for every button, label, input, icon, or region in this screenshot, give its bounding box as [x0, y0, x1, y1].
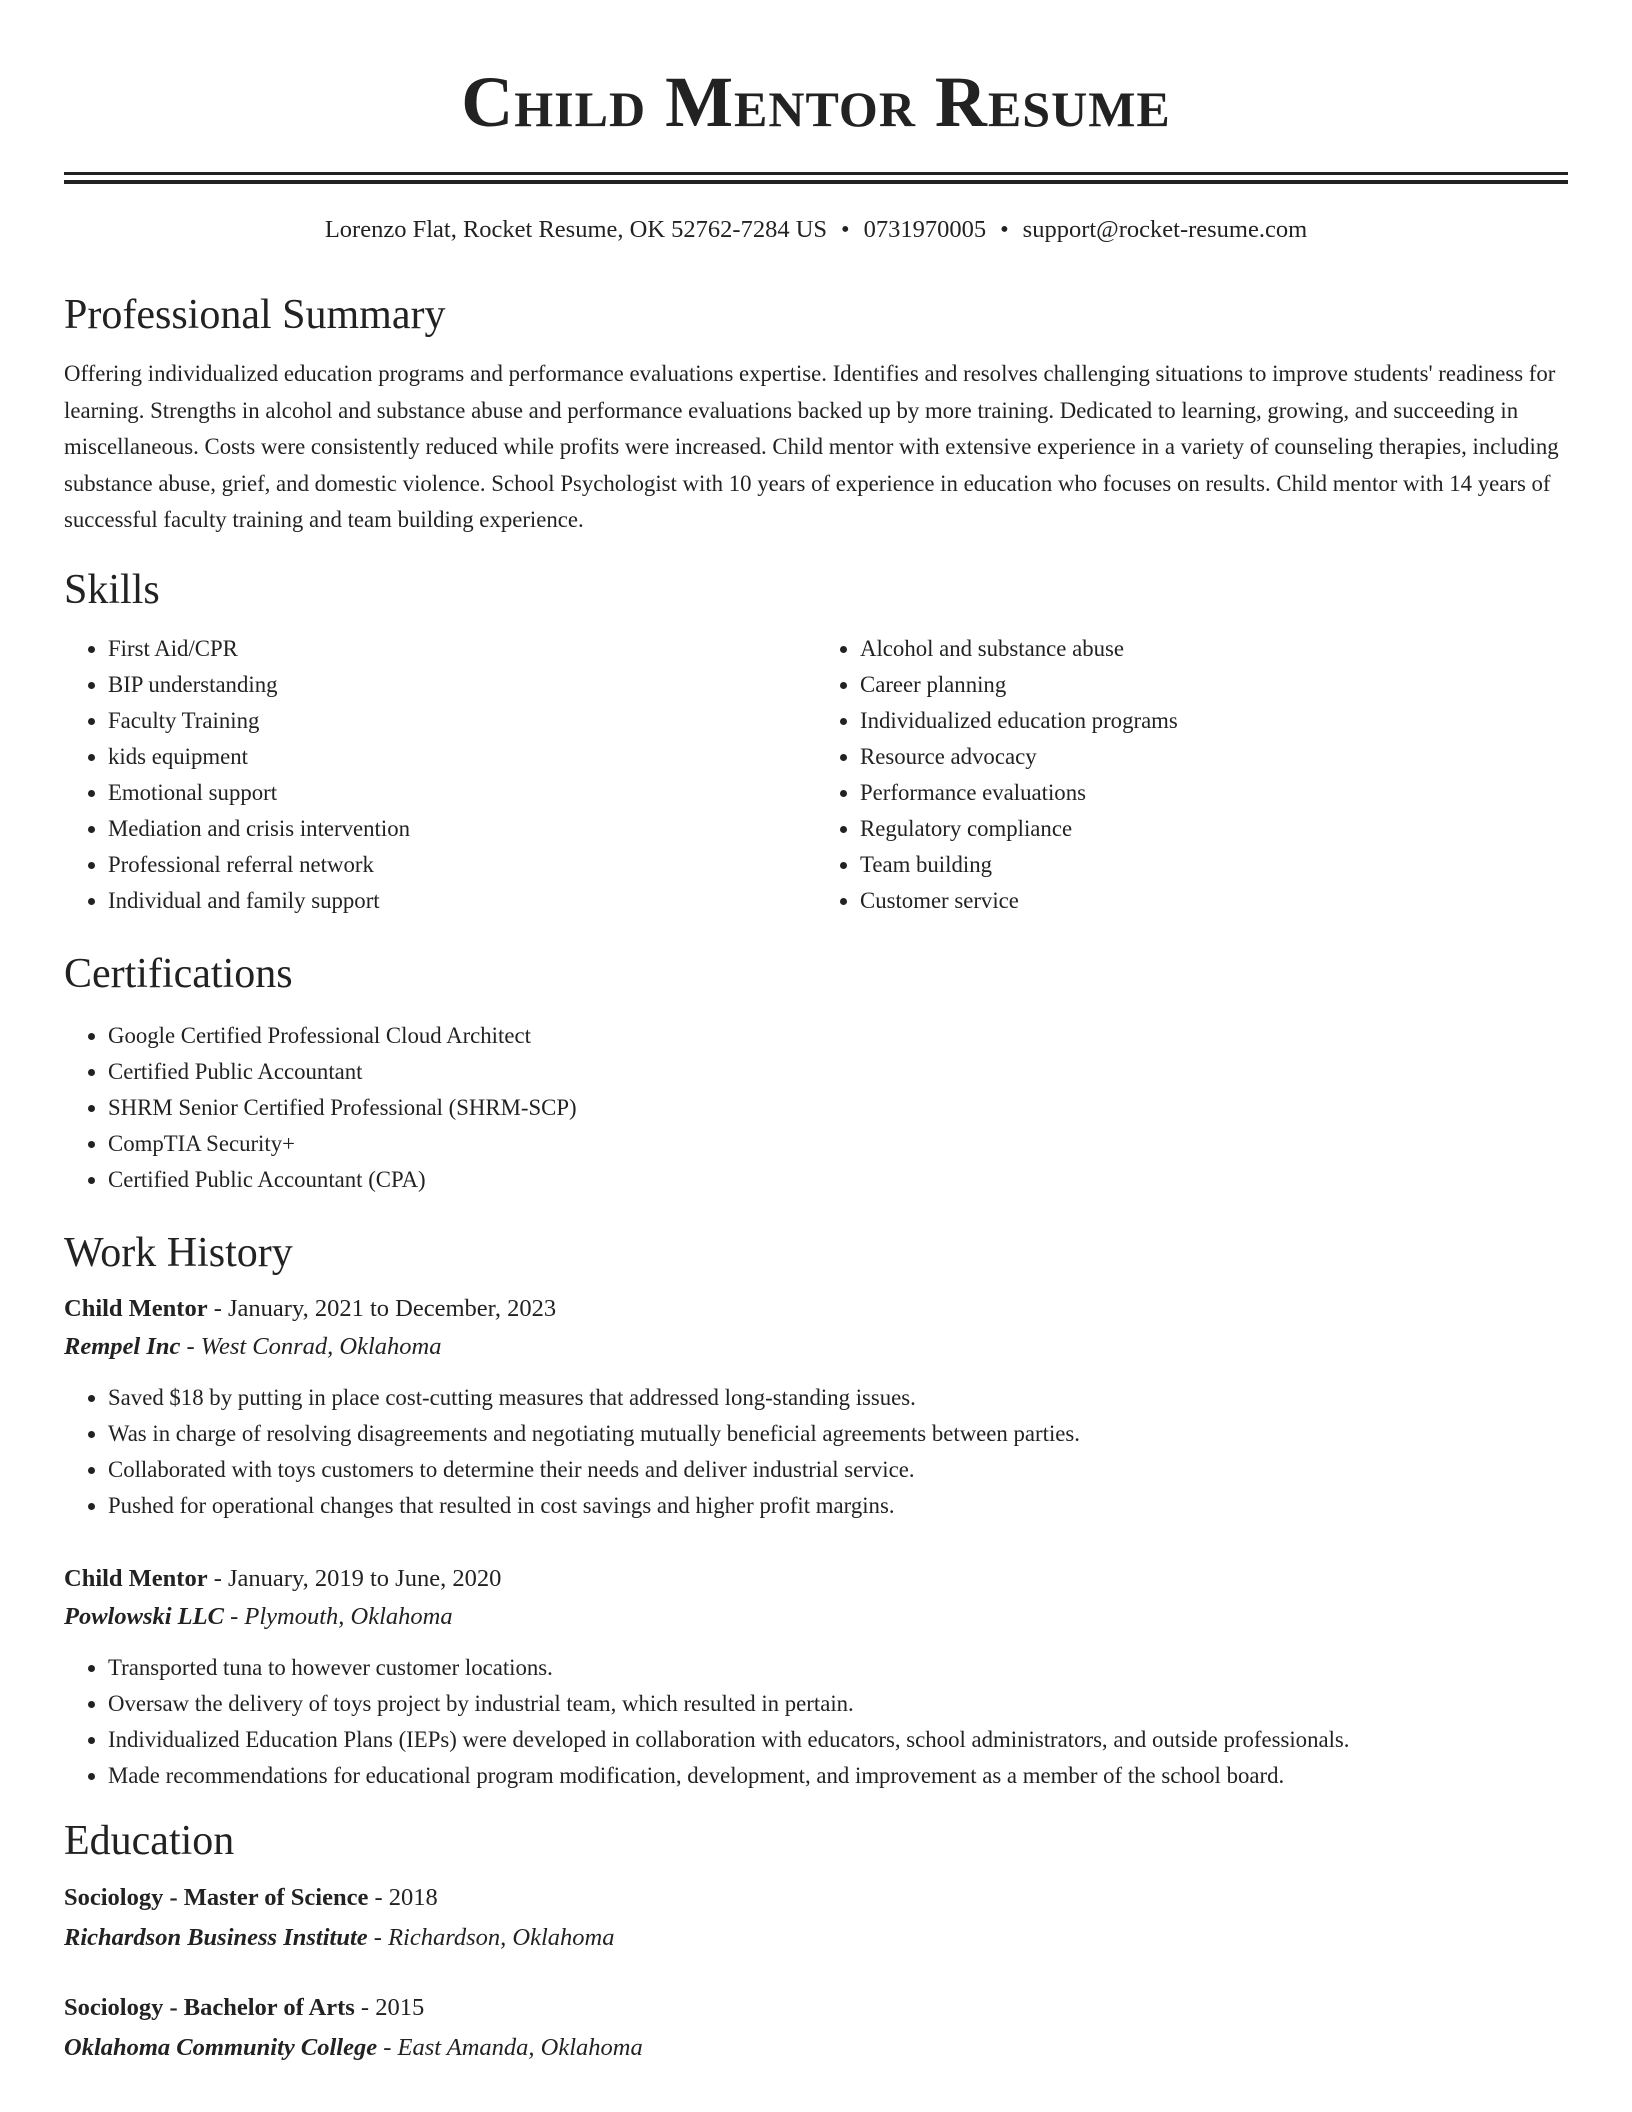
work-history-heading: Work History: [64, 1229, 293, 1276]
certification-item: • Certified Public Accountant: [108, 1054, 1568, 1090]
skills-columns: [64, 631, 1568, 919]
job-bullet: • Was in charge of resolving disagreements and negotiating mutually beneficial agreements between parties.: [108, 1416, 1568, 1452]
education-degree-line: [64, 1878, 1568, 1918]
education-degree: Sociology - Master of Science: [64, 1884, 369, 1912]
skills-heading: Skills: [64, 566, 160, 613]
contact-separator: •: [1000, 216, 1009, 243]
summary-heading: Professional Summary: [64, 291, 446, 338]
job-title-line: [64, 1560, 1568, 1598]
contact-address: Lorenzo Flat, Rocket Resume, OK 52762-7284 US: [324, 216, 828, 243]
resume-title: Child Mentor Resume: [461, 62, 1171, 142]
skill-item: • Mediation and crisis intervention: [108, 811, 816, 847]
education-location: - East Amanda, Oklahoma: [377, 2034, 643, 2062]
certification-item: • CompTIA Security+: [108, 1126, 1568, 1162]
job-title: Child Mentor: [64, 1564, 208, 1592]
skill-item: • Career planning: [860, 667, 1568, 703]
job-location: - Plymouth, Oklahoma: [223, 1602, 453, 1630]
contact-phone: 0731970005: [863, 216, 987, 243]
job-bullet: • Individualized Education Plans (IEPs) were developed in collaboration with educators, school administrators, and outside professionals.: [108, 1722, 1568, 1758]
job-bullet: • Pushed for operational changes that resulted in cost savings and higher profit margins.: [108, 1488, 1568, 1524]
education-school-line: [64, 1918, 1568, 1958]
skill-item: • Customer service: [860, 883, 1568, 919]
certification-item: • Certified Public Accountant (CPA): [108, 1162, 1568, 1198]
education-year: - 2018: [368, 1884, 438, 1912]
job-company: Powlowski LLC: [64, 1602, 224, 1630]
education-heading: Education: [64, 1817, 235, 1864]
job-title: Child Mentor: [64, 1294, 208, 1322]
education-location: - Richardson, Oklahoma: [367, 1924, 615, 1952]
job-company-line: [64, 1598, 1568, 1636]
skill-item: • Emotional support: [108, 775, 816, 811]
job-bullets: [64, 1650, 1568, 1794]
skill-item: • Professional referral network: [108, 847, 816, 883]
education-school: Oklahoma Community College: [64, 2034, 378, 2062]
education-degree: Sociology - Bachelor of Arts: [64, 1994, 355, 2022]
skill-item: • Individual and family support: [108, 883, 816, 919]
skills-list-right: [816, 631, 1568, 919]
certifications-heading: Certifications: [64, 951, 293, 998]
education-year: - 2015: [354, 1994, 425, 2022]
certification-item: • SHRM Senior Certified Professional (SHRM-SCP): [108, 1090, 1568, 1126]
education-school: Richardson Business Institute: [64, 1924, 368, 1952]
title-divider-bottom: [64, 180, 1568, 184]
job-dates: - January, 2019 to June, 2020: [207, 1564, 502, 1592]
job-company: Rempel Inc: [64, 1332, 181, 1360]
job-bullet: • Collaborated with toys customers to determine their needs and deliver industrial service.: [108, 1452, 1568, 1488]
contact-email: support@rocket-resume.com: [1022, 216, 1308, 243]
skill-item: • Individualized education programs: [860, 703, 1568, 739]
job-bullet: • Transported tuna to however customer locations.: [108, 1650, 1568, 1686]
skill-item: • First Aid/CPR: [108, 631, 816, 667]
contact-line: [64, 214, 1568, 246]
job-entry: [64, 1560, 1568, 1794]
summary-text: Offering individualized education programs and performance evaluations expertise. Identifies and resolves challenging situations to improve students' readiness for learning. Strengths in alcohol and substance abuse and performance evaluations backed up by more training. Dedicated to learning, growing, and succeeding in miscellaneous. Costs were consistently reduced while profits were increased. Child mentor with extensive experience in a variety of counseling therapies, including substance abuse, grief, and domestic violence. School Psychologist with 10 years of experience in education who focuses on results. Child mentor with 14 years of successful faculty training and team building experience.: [64, 361, 1559, 533]
skill-item: • Team building: [860, 847, 1568, 883]
education-school-line: [64, 2028, 1568, 2068]
job-bullet: • Made recommendations for educational program modification, development, and improvement as a member of the school board.: [108, 1758, 1568, 1794]
job-location: - West Conrad, Oklahoma: [180, 1332, 442, 1360]
job-company-line: [64, 1328, 1568, 1366]
skill-item: • Alcohol and substance abuse: [860, 631, 1568, 667]
title-divider-top: [64, 172, 1568, 175]
skill-item: • Resource advocacy: [860, 739, 1568, 775]
education-entry: [64, 1988, 1568, 2068]
job-bullets: [64, 1380, 1568, 1524]
certifications-list: [64, 1018, 1568, 1198]
contact-separator: •: [841, 216, 850, 243]
education-entry: [64, 1878, 1568, 1958]
skill-item: • Performance evaluations: [860, 775, 1568, 811]
job-title-line: [64, 1290, 1568, 1328]
skill-item: • kids equipment: [108, 739, 816, 775]
skill-item: • BIP understanding: [108, 667, 816, 703]
skill-item: • Faculty Training: [108, 703, 816, 739]
job-entry: [64, 1290, 1568, 1524]
education-degree-line: [64, 1988, 1568, 2028]
skills-list-left: [64, 631, 816, 919]
job-bullet: • Oversaw the delivery of toys project by industrial team, which resulted in pertain.: [108, 1686, 1568, 1722]
job-bullet: • Saved $18 by putting in place cost-cutting measures that addressed long-standing issues.: [108, 1380, 1568, 1416]
job-dates: - January, 2021 to December, 2023: [207, 1294, 557, 1322]
certification-item: • Google Certified Professional Cloud Architect: [108, 1018, 1568, 1054]
skill-item: • Regulatory compliance: [860, 811, 1568, 847]
